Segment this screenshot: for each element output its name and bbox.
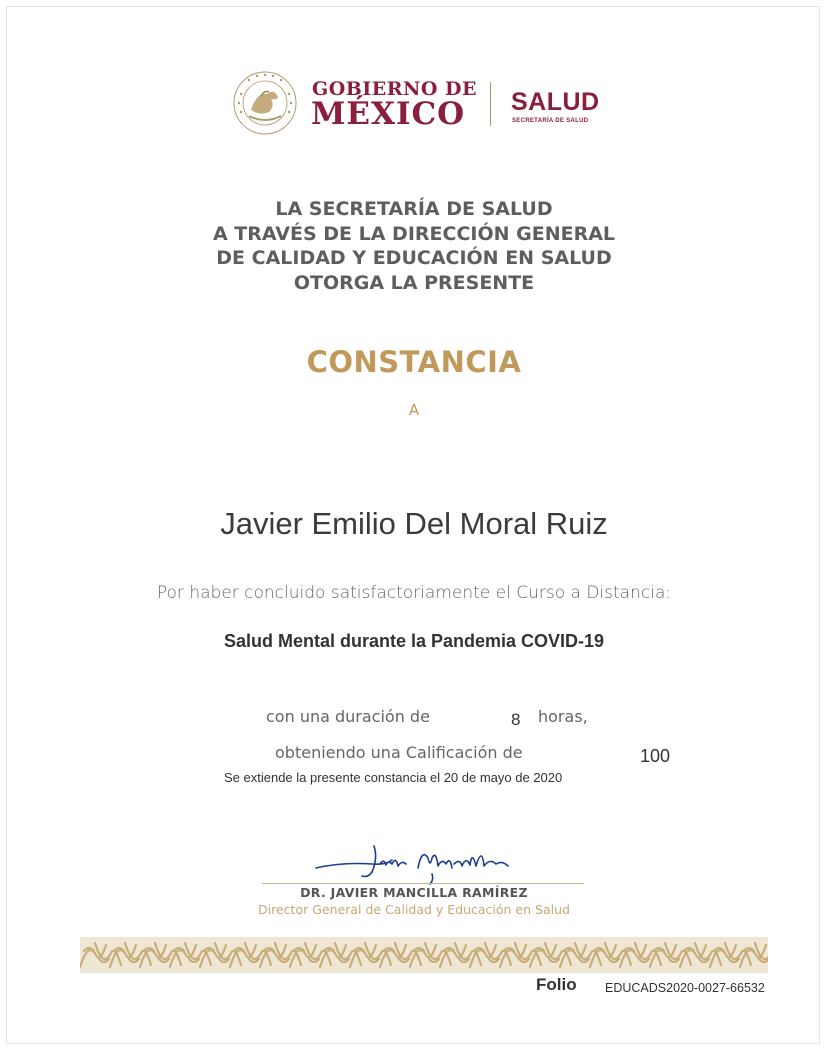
grade-label: obteniendo una Calificación de — [275, 743, 523, 762]
intro-line: A TRAVÉS DE LA DIRECCIÓN GENERAL — [212, 222, 616, 245]
concluded-text: Por haber concluido satisfactoriamente el Curso a Distancia: — [156, 583, 672, 603]
duration-value: 8 — [511, 710, 521, 729]
signature-line — [262, 883, 584, 884]
certificate-title: CONSTANCIA — [306, 345, 522, 379]
intro-line: DE CALIDAD Y EDUCACIÓN EN SALUD — [216, 247, 612, 269]
gobierno-de-text: GOBIERNO DE — [312, 78, 477, 100]
recipient-name: Javier Emilio Del Moral Ruiz — [220, 506, 608, 541]
salud-logo-text: SALUD — [511, 88, 600, 116]
mexico-text: MÉXICO — [311, 96, 466, 132]
decorative-pattern-band — [80, 937, 768, 973]
signature — [312, 838, 542, 886]
signer-name: DR. JAVIER MANCILLA RAMÍREZ — [300, 885, 528, 900]
duration-unit: horas, — [538, 707, 588, 726]
to-letter: A — [408, 401, 420, 419]
intro-block — [0, 197, 828, 295]
secretaria-de-salud-text: SECRETARÍA DE SALUD — [512, 118, 589, 124]
duration-label: con una duración de — [266, 707, 430, 726]
signer-title: Director General de Calidad y Educación en Salud — [258, 902, 570, 917]
course-name: Salud Mental durante la Pandemia COVID-19 — [223, 631, 605, 651]
grade-value: 100 — [640, 746, 671, 766]
intro-line: LA SECRETARÍA DE SALUD — [275, 198, 553, 220]
issue-date-text: Se extiende la presente constancia el 20 de mayo de 2020 — [224, 770, 563, 785]
mexico-seal-icon — [231, 70, 299, 136]
folio-number: EDUCADS2020-0027-66532 — [605, 981, 765, 995]
header-divider — [490, 82, 491, 126]
intro-line: OTORGA LA PRESENTE — [293, 271, 535, 294]
folio-label: Folio — [536, 975, 577, 994]
